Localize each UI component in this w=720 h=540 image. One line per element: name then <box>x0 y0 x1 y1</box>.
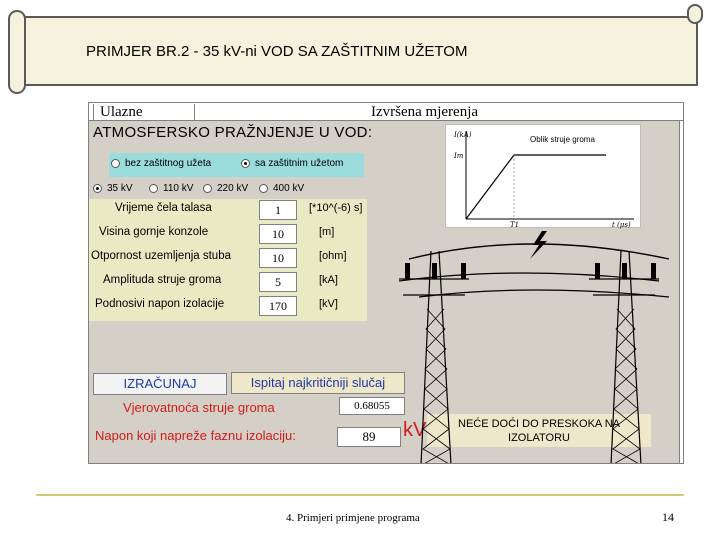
footer-divider <box>36 494 684 496</box>
transmission-towers-illustration <box>369 229 683 464</box>
radio-without-rope[interactable] <box>111 158 211 169</box>
graph-current-curve <box>466 155 606 219</box>
main-panel <box>89 121 684 464</box>
result-message: NEĆE DOĆI DO PRESKOKA NA IZOLATORU <box>427 414 651 447</box>
scroll-curl-right <box>687 4 703 24</box>
graph-y-tick: Im <box>454 152 464 160</box>
radio-400kv[interactable] <box>259 183 304 194</box>
insulation-voltage-input[interactable]: 170 <box>259 296 297 316</box>
field-label: Vrijeme čela talasa <box>115 202 212 214</box>
field-label: Visina gornje konzole <box>99 226 209 238</box>
tab-ulazne[interactable]: Ulazne <box>93 104 195 121</box>
input-form-panel <box>89 199 367 321</box>
console-height-input[interactable]: 10 <box>259 224 297 244</box>
graph-y-label: I(kA) <box>454 131 472 139</box>
field-unit: [ohm] <box>319 250 347 262</box>
field-row-wave-front <box>89 199 367 223</box>
lightning-amplitude-input[interactable]: 5 <box>259 272 297 292</box>
radio-220kv[interactable] <box>203 183 248 194</box>
field-label: Amplituda struje groma <box>103 274 222 286</box>
graph-x-tick: T1 <box>510 221 520 229</box>
voltage-label: Napon koji napreže faznu izolaciju: <box>95 428 296 443</box>
critical-case-button[interactable]: Ispitaj najkritičniji slučaj <box>231 372 405 394</box>
radio-dot-icon <box>203 184 212 193</box>
voltage-unit: kV <box>403 419 427 441</box>
radio-dot-icon <box>259 184 268 193</box>
graph-x-label: t (μs) <box>612 221 631 229</box>
radio-dot-selected-icon <box>93 184 102 193</box>
right-tower <box>589 251 659 464</box>
radio-with-rope[interactable] <box>241 158 343 169</box>
radio-label: 35 kV <box>107 183 133 194</box>
slide-title: PRIMJER BR.2 - 35 kV-ni VOD SA ZAŠTITNIM UŽETOM <box>86 43 468 60</box>
radio-label: 400 kV <box>273 183 305 194</box>
towers-svg <box>369 229 683 464</box>
calculate-button[interactable]: IZRAČUNAJ <box>93 373 227 395</box>
radio-label: sa zaštitnim užetom <box>255 158 344 169</box>
panel-heading: ATMOSFERSKO PRAŽNJENJE U VOD: <box>93 124 373 141</box>
page-number: 14 <box>662 510 674 524</box>
field-label: Podnosivi napon izolacije <box>95 298 225 310</box>
wave-front-time-input[interactable]: 1 <box>259 200 297 220</box>
lightning-bolt-icon <box>530 231 547 259</box>
field-row-amplitude <box>89 271 367 295</box>
field-label: Otpornost uzemljenja stuba <box>91 250 231 262</box>
probability-label: Vjerovatnoća struje groma <box>123 400 275 415</box>
right-scroll-strip <box>679 121 684 464</box>
radio-label: bez zaštitnog užeta <box>125 158 212 169</box>
field-row-grounding <box>89 247 367 271</box>
field-unit: [kV] <box>319 298 338 310</box>
radio-35kv[interactable] <box>93 183 133 194</box>
tab-bar <box>89 103 684 121</box>
probability-output: 0.68055 <box>339 397 405 415</box>
radio-dot-selected-icon <box>241 159 250 168</box>
field-row-insulation <box>89 295 367 319</box>
footer-text: 4. Primjeri primjene programa <box>286 512 420 524</box>
radio-110kv[interactable] <box>149 183 193 194</box>
lightning-current-graph <box>445 124 641 228</box>
field-row-console-height <box>89 223 367 247</box>
field-unit: [m] <box>319 226 335 238</box>
radio-label: 110 kV <box>163 183 194 194</box>
scroll-curl-left <box>8 10 26 94</box>
field-unit: [kA] <box>319 274 338 286</box>
radio-dot-icon <box>149 184 158 193</box>
application-window <box>88 102 684 464</box>
tab-izvrsena-mjerenja[interactable]: Izvršena mjerenja <box>195 104 684 121</box>
field-unit: [*10^(-6) s] <box>309 202 363 214</box>
left-tower <box>399 251 469 464</box>
radio-dot-icon <box>111 159 120 168</box>
voltage-output: 89 <box>337 427 401 447</box>
radio-label: 220 kV <box>217 183 249 194</box>
grounding-resistance-input[interactable]: 10 <box>259 248 297 268</box>
graph-title: Oblik struje groma <box>530 135 595 144</box>
